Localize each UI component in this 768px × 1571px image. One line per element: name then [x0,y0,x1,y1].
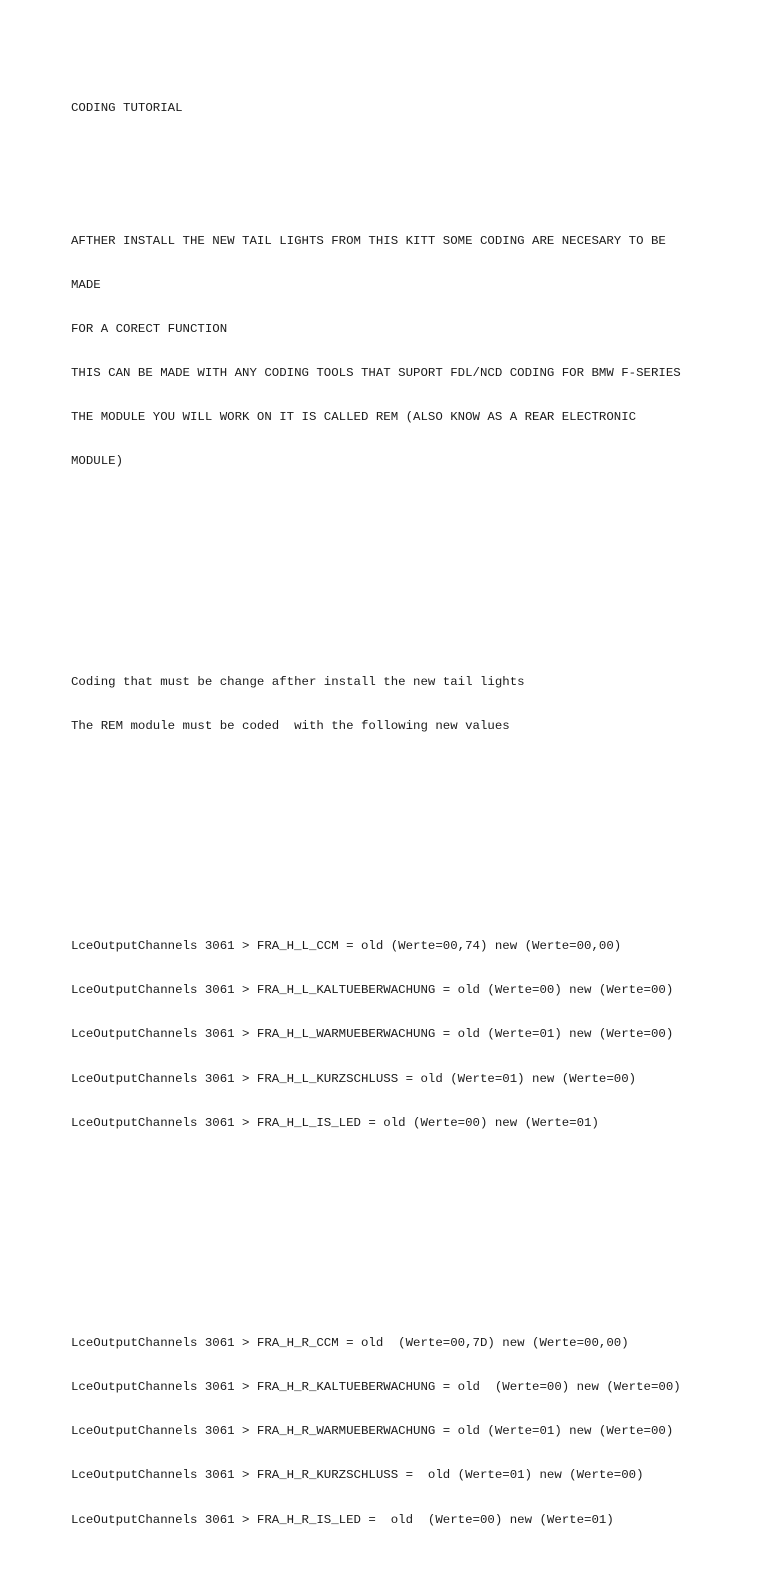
right-channel-line: LceOutputChannels 3061 > FRA_H_R_KURZSCHLUSS = old (Werte=01) new (Werte=00) [71,1468,644,1483]
intro-line: THE MODULE YOU WILL WORK ON IT IS CALLED REM (ALSO KNOW AS A REAR ELECTRONIC [71,410,637,425]
right-channel-list [71,1307,751,1557]
intro-line: MODULE) [71,454,124,469]
spacer [71,1204,751,1219]
instruction-line: The REM module must be coded with the following new values [71,718,510,733]
left-channel-line: LceOutputChannels 3061 > FRA_H_L_WARMUEBERWACHUNG = old (Werte=01) new (Werte=00) [71,1027,674,1042]
left-channel-line: LceOutputChannels 3061 > FRA_H_L_IS_LED = old (Werte=00) new (Werte=01) [71,1115,599,1130]
instruction-line: Coding that must be change afther install the new tail lights [71,674,525,689]
right-channel-line: LceOutputChannels 3061 > FRA_H_R_IS_LED = old (Werte=00) new (Werte=01) [71,1512,614,1527]
document-page [71,72,751,1571]
instructions-paragraph [71,645,751,763]
left-channel-line: LceOutputChannels 3061 > FRA_H_L_KALTUEBERWACHUNG = old (Werte=00) new (Werte=00) [71,983,674,998]
intro-line: AFTHER INSTALL THE NEW TAIL LIGHTS FROM THIS KITT SOME CODING ARE NECESARY TO BE [71,233,666,248]
intro-line: THIS CAN BE MADE WITH ANY CODING TOOLS THAT SUPORT FDL/NCD CODING FOR BMW F-SERIES [71,365,681,380]
spacer [71,586,751,601]
intro-line: MADE [71,277,101,292]
left-channel-line: LceOutputChannels 3061 > FRA_H_L_KURZSCHLUSS = old (Werte=01) new (Werte=00) [71,1071,637,1086]
right-channel-line: LceOutputChannels 3061 > FRA_H_R_CCM = old (Werte=00,7D) new (Werte=00,00) [71,1336,629,1351]
left-channel-list [71,910,751,1160]
spacer [71,146,751,161]
right-channel-line: LceOutputChannels 3061 > FRA_H_R_WARMUEBERWACHUNG = old (Werte=01) new (Werte=00) [71,1424,674,1439]
spacer [71,807,751,822]
spacer [71,1248,751,1263]
right-channel-line: LceOutputChannels 3061 > FRA_H_R_KALTUEBERWACHUNG = old (Werte=00) new (Werte=00) [71,1380,681,1395]
spacer [71,542,751,557]
document-title: CODING TUTORIAL [71,101,183,116]
left-channel-line: LceOutputChannels 3061 > FRA_H_L_CCM = old (Werte=00,74) new (Werte=00,00) [71,939,622,954]
intro-line: FOR A CORECT FUNCTION [71,321,228,336]
intro-paragraph [71,204,751,498]
spacer [71,851,751,866]
